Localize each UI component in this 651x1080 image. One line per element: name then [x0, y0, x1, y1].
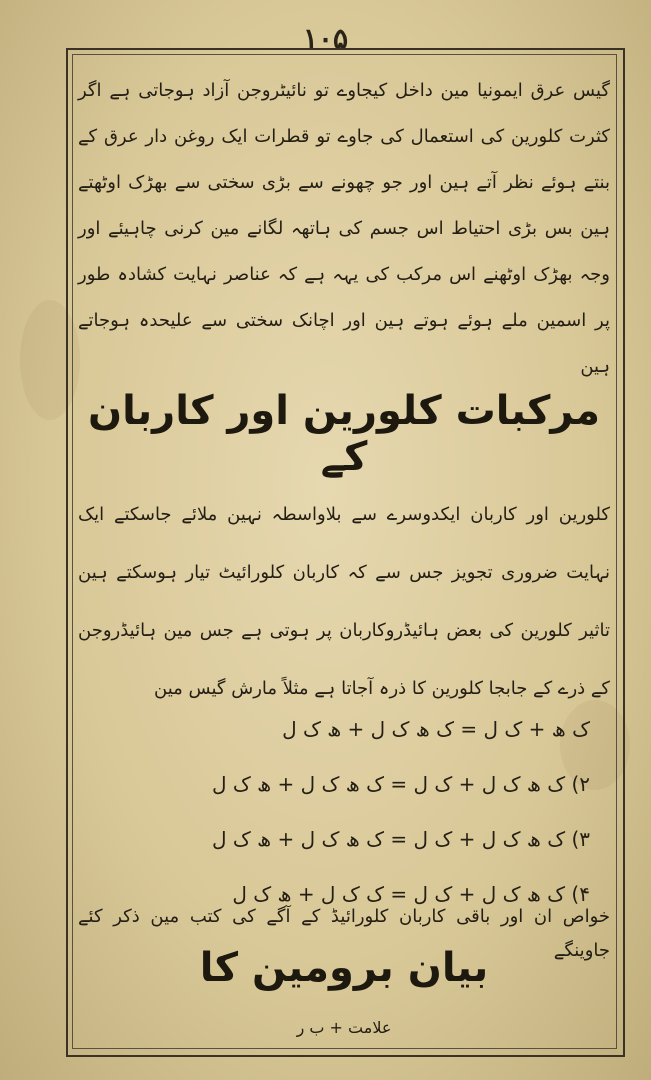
paragraph-2: کلورین اور کاربان ایکدوسرے سے بلاواسطہ نہین ملائے جاسکتے ایک نہایت ضروری تجویز جس سے کہ کاربان کلورائیٹ تیار ہوسکتے ہین تاثیر کلورین کی بعض ہائیڈروکاربان پر ہوتی ہے جس مین ہائیڈروجن کے ذرے کے جابجا کلورین کا ذرہ آجاتا ہے مثلاً مارش گیس مین [78, 504, 610, 699]
equation-3: ۳) ک ھ ک ل + ک ل = ک ھ ک ل + ھ ک ل [212, 827, 590, 851]
page-number: ۱۰۵ [302, 22, 349, 55]
equation-1: ک ھ + ک ل = ک ھ ک ل + ھ ک ل [282, 717, 590, 741]
equation-2: ۲) ک ھ ک ل + ک ل = ک ھ ک ل + ھ ک ل [212, 772, 590, 796]
paragraph-3: خواص ان اور باقی کاربان کلورائیڈ کے آگے کی کتب مین ذکر کئے جاوینگے [78, 906, 610, 961]
paragraph-1: گیس عرق ایمونیا مین داخل کیجاوے تو نائیٹروجن آزاد ہوجاتی ہے اگر کثرت کلورین کی استعمال کی جاوے تو قطرات ایک روغن دار عرق کے بنتے ہوئے نظر آتے ہین اور جو چھونے سے بڑی سختی سے بھڑک اوٹھتے ہین بس بڑی احتیاط اس جسم کی ہاتھہ لگانے مین کرنی چاہیئے اور وجہ بھڑک اوٹھنے اس مرکب کی یہہ ہے کہ عناصر نہایت کشادہ طور پر اسمین ملے ہوئے ہوتے ہین اور اچانک سختی سے علیحدہ ہوجاتے ہین [78, 80, 610, 377]
section-heading: مرکبات کلورین اور کاربان کے [87, 388, 601, 480]
equation-4: ۴) ک ھ ک ل + ک ل = ک ک ل + ھ ک ل [232, 882, 590, 906]
chemical-equations [90, 702, 590, 922]
section-heading-2: بیان برومین کا [199, 945, 489, 991]
symbol-note: علامت + ب ر [296, 1018, 392, 1037]
